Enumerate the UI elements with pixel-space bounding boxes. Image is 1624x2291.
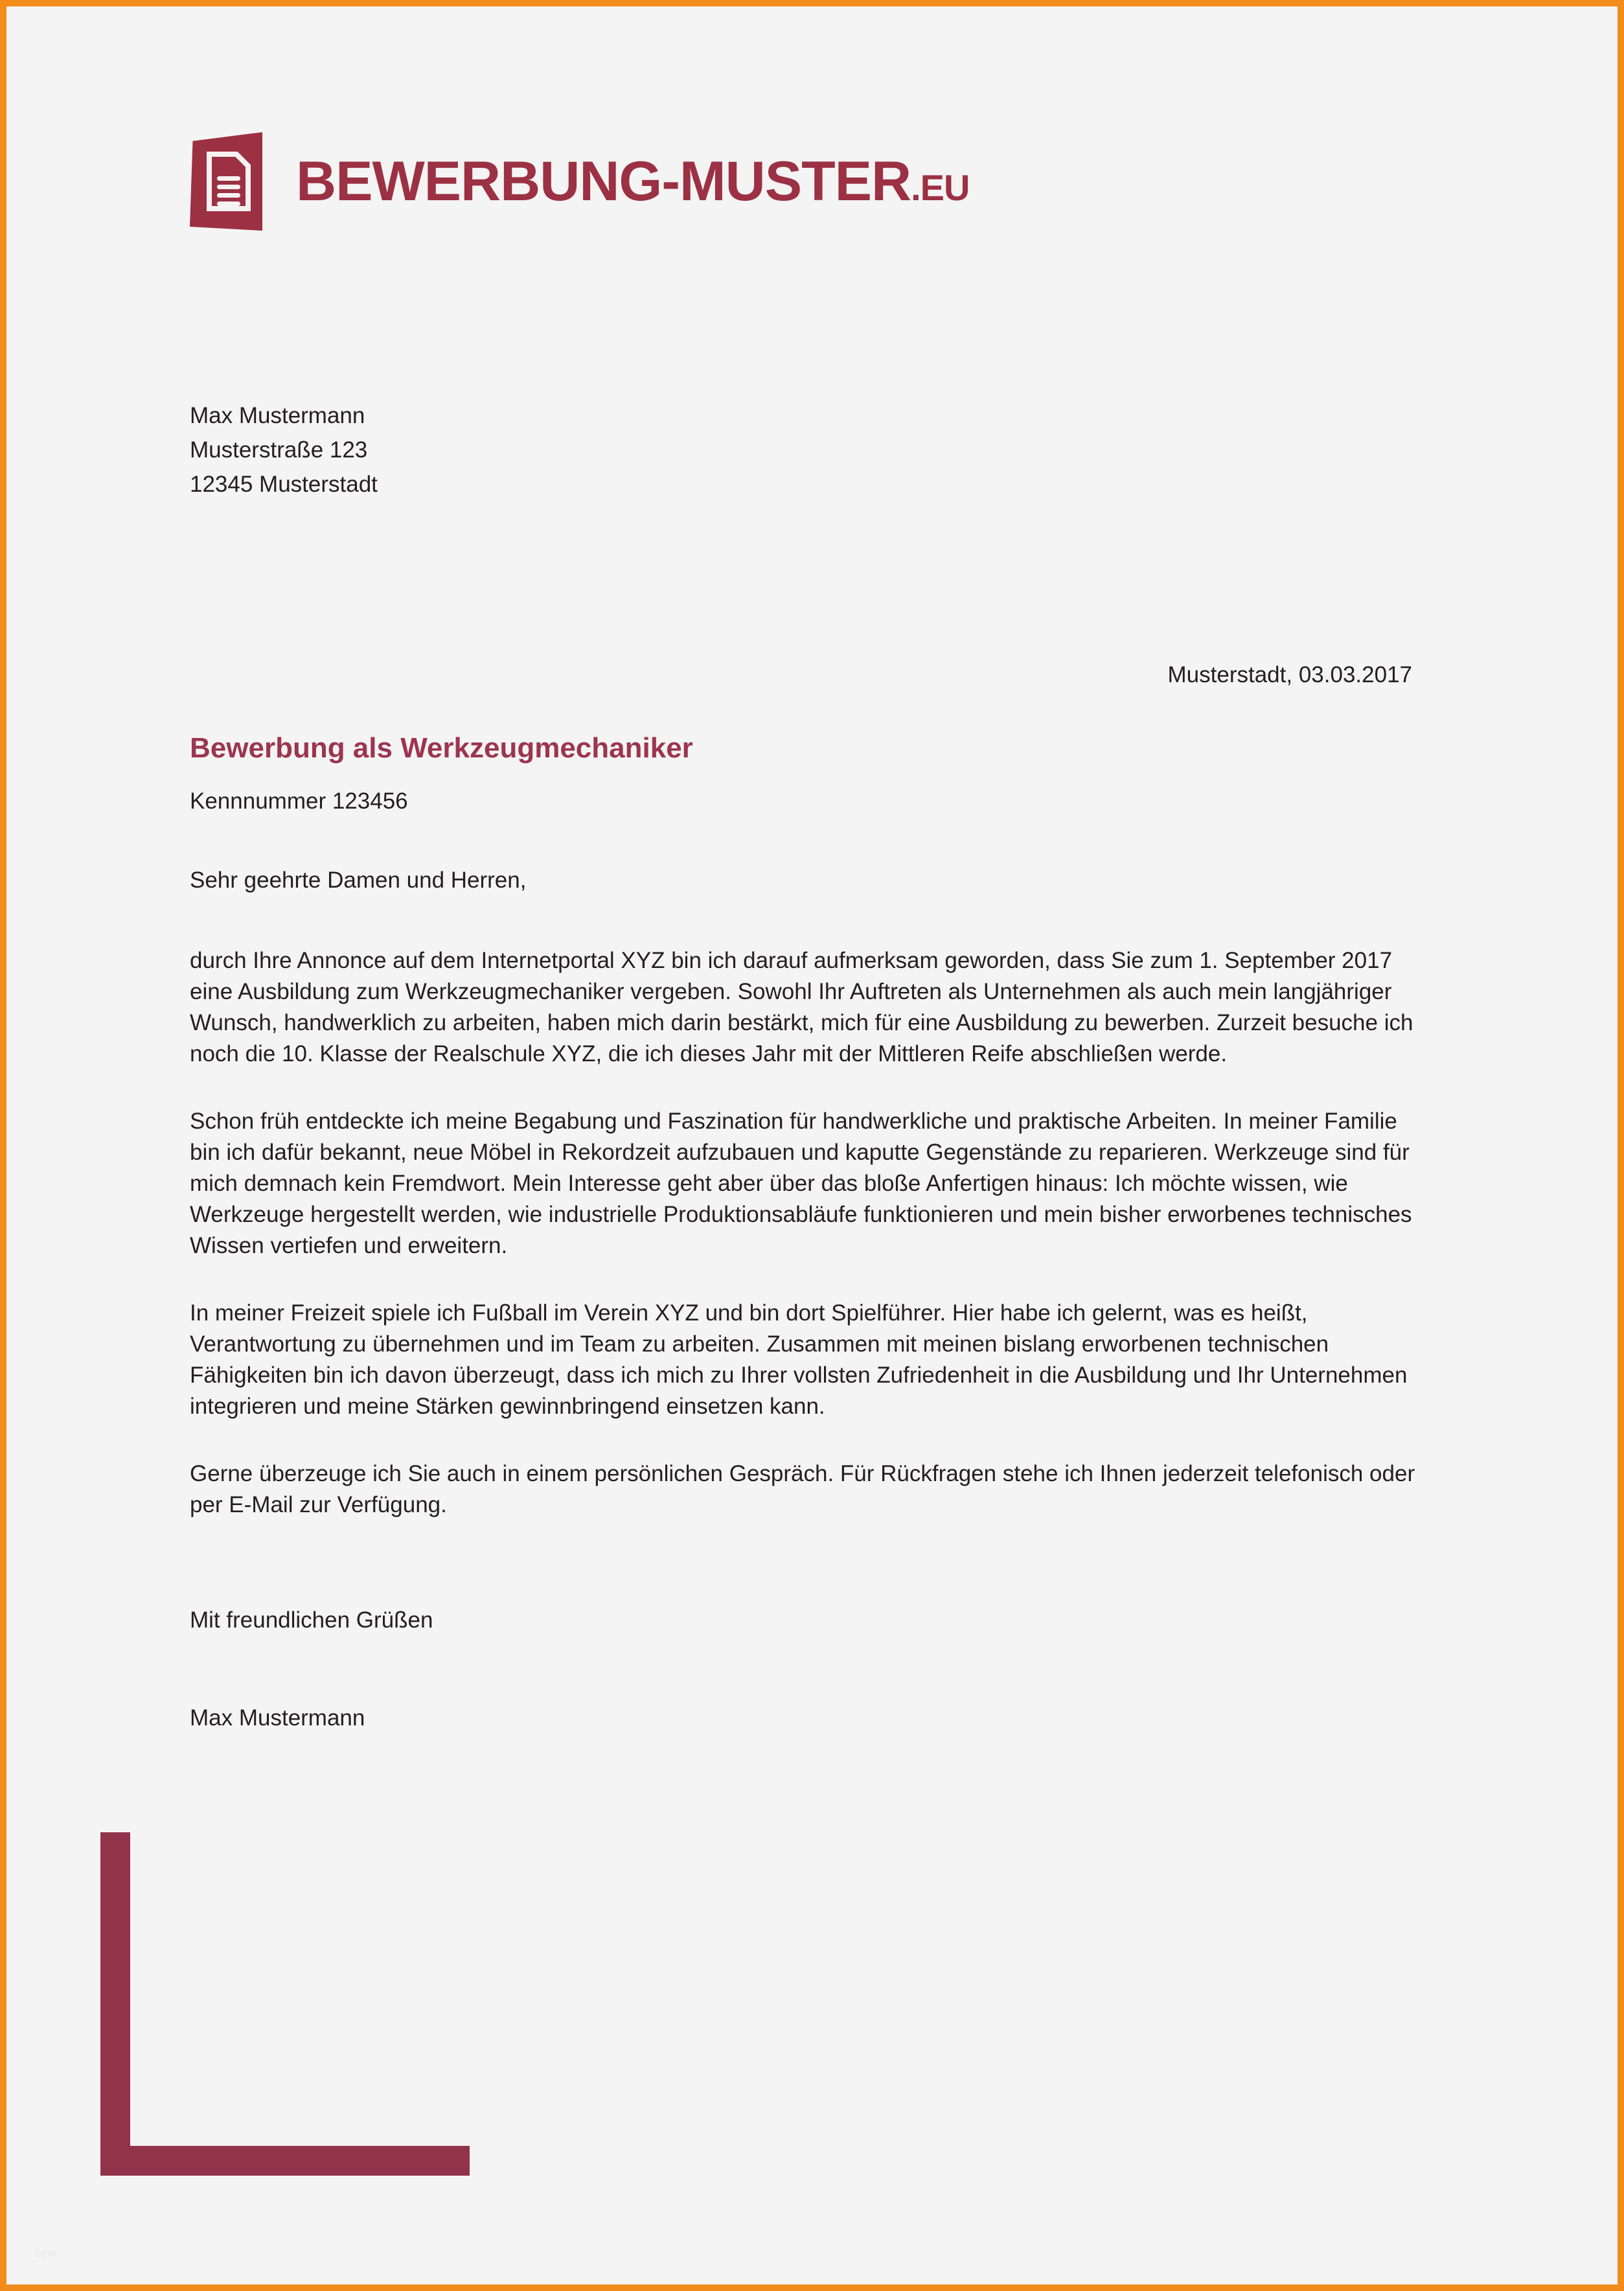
corner-accent-decoration: [100, 1832, 470, 2176]
letter-body: [190, 865, 1427, 1734]
corner-accent-vertical-bar: [100, 1832, 130, 2176]
body-paragraph-3: In meiner Freizeit spiele ich Fußball im Verein XYZ und bin dort Spielführer. Hier habe ich gelernt, was es heißt, Verantwortung zu übernehmen und im Team zu arbeiten. Zusammen mit meinen bislang erworbenen technischen Fähigkeiten bin ich davon überzeugt, dass ich mich zu Ihrer vollsten Zufriedenheit in die Ausbildung und Ihr Unternehmen integrieren und meine Stärken gewinnbringend einsetzen kann.: [190, 1300, 1408, 1419]
sender-name: Max Mustermann: [190, 403, 365, 428]
body-paragraph-4: Gerne überzeuge ich Sie auch in einem persönlichen Gespräch. Für Rückfragen stehe ich Ihnen jederzeit telefonisch oder per E-Mail zur Verfügung.: [190, 1461, 1415, 1517]
signature-name: Max Mustermann: [190, 1705, 365, 1731]
document-page-glyph: [207, 152, 251, 211]
logo-brand-name: BEWERBUNG-MUSTER: [296, 150, 911, 213]
logo-wordmark: [296, 150, 970, 213]
corner-accent-horizontal-bar: [100, 2146, 470, 2176]
logo-tld: .EU: [911, 167, 970, 208]
closing-phrase: Mit freundlichen Grüßen: [190, 1607, 433, 1633]
body-paragraph-1: durch Ihre Annonce auf dem Internetportal XYZ bin ich darauf aufmerksam geworden, dass Sie zum 1. September 2017 eine Ausbildung zum Werkzeugmechaniker vergeben. Sowohl Ihr Auftreten als Unternehmen als auch mein langjähriger Wunsch, handwerklich zu arbeiten, haben mich darin bestärkt, mich für eine Ausbildung zu bewerben. Zurzeit besuche ich noch die 10. Klasse der Realschule XYZ, die ich dieses Jahr mit der Mittleren Reife abschließen werde.: [190, 948, 1413, 1066]
sender-address-block: [190, 398, 378, 501]
sender-city: 12345 Musterstadt: [190, 472, 378, 497]
page-watermark: bew: [35, 2247, 56, 2259]
reference-number: Kennnummer 123456: [190, 789, 408, 814]
salutation: Sehr geehrte Damen und Herren,: [190, 868, 527, 893]
place-and-date: Musterstadt, 03.03.2017: [1167, 662, 1412, 687]
subject-heading: Bewerbung als Werkzeugmechaniker: [190, 732, 693, 764]
site-logo[interactable]: [190, 126, 969, 236]
sender-street: Musterstraße 123: [190, 437, 368, 463]
document-page-icon: [190, 132, 262, 231]
body-paragraph-2: Schon früh entdeckte ich meine Begabung und Faszination für handwerkliche und praktische Arbeiten. In meiner Familie bin ich dafür bekannt, neue Möbel in Rekordzeit aufzubauen und kaputte Gegenstände zu reparieren. Werkzeuge sind für mich demnach kein Fremdwort. Mein Interesse geht aber über das bloße Anfertigen hinaus: Ich möchte wissen, wie Werkzeuge hergestellt werden, wie industrielle Produktionsabläufe funktionieren und mein bisher erworbenes technisches Wissen vertiefen und erweitern.: [190, 1109, 1412, 1258]
